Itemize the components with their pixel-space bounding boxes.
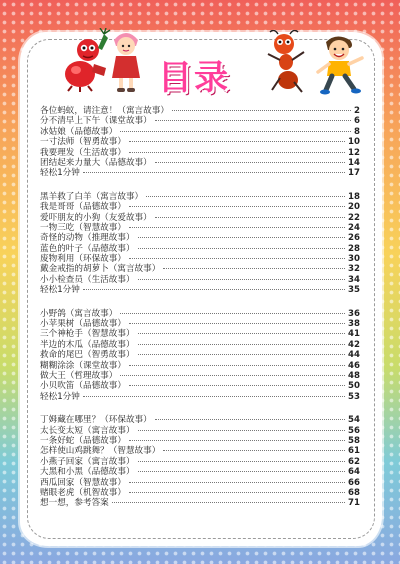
toc-entry-title: 一条好蛇（品德故事） <box>40 435 126 446</box>
toc-entry-title: 一寸法师（智勇故事） <box>40 137 126 148</box>
toc-entry-page-number: 10 <box>348 137 360 148</box>
toc-entry-page-number: 42 <box>348 339 360 350</box>
toc-entry-title: 轻松1分钟 <box>40 285 80 296</box>
dot-leader <box>138 248 345 249</box>
dot-leader <box>155 120 351 121</box>
dot-leader <box>129 258 345 259</box>
dot-leader <box>163 450 345 451</box>
toc-entry-page-number: 71 <box>348 498 360 509</box>
toc-entry[interactable] <box>40 223 360 233</box>
toc-entry[interactable] <box>40 127 360 137</box>
toc-entry-page-number: 24 <box>348 222 360 233</box>
toc-entry[interactable] <box>40 436 360 446</box>
dot-leader <box>120 375 345 376</box>
dot-leader <box>129 482 345 483</box>
toc-entry[interactable] <box>40 426 360 436</box>
toc-entry[interactable] <box>40 233 360 243</box>
toc-entry[interactable] <box>40 478 360 488</box>
dot-leader <box>129 492 345 493</box>
toc-entry-title: 太长变太短（寓言故事） <box>40 425 135 436</box>
toc-entry[interactable] <box>40 244 360 254</box>
toc-entry-page-number: 36 <box>348 308 360 319</box>
toc-entry-page-number: 20 <box>348 202 360 213</box>
toc-entry-title: 救命的尾巴（智勇故事） <box>40 350 135 361</box>
toc-entry[interactable] <box>40 467 360 477</box>
dot-leader <box>129 152 345 153</box>
toc-section <box>40 415 360 509</box>
toc-entry[interactable] <box>40 264 360 274</box>
toc-entry-page-number: 38 <box>348 319 360 330</box>
toc-entry[interactable] <box>40 392 360 402</box>
toc-entry-page-number: 46 <box>348 360 360 371</box>
toc-entry[interactable] <box>40 498 360 508</box>
toc-entry-page-number: 17 <box>348 168 360 179</box>
dot-leader <box>120 131 351 132</box>
dot-leader <box>83 396 345 397</box>
toc-entry-title: 小小检查员（生活故事） <box>40 274 135 285</box>
toc-entry-page-number: 61 <box>348 446 360 457</box>
toc-entry-page-number: 41 <box>348 329 360 340</box>
toc-entry-page-number: 14 <box>348 157 360 168</box>
toc-entry-title: 各位蚂蚁，请注意！（寓言故事） <box>40 106 169 116</box>
dot-leader <box>129 227 345 228</box>
toc-entry-title: 小野鸽（寓言故事） <box>40 308 118 319</box>
toc-entry[interactable] <box>40 350 360 360</box>
boy-character-icon <box>314 34 368 96</box>
toc-entry-title: 赌眼老虎（机智故事） <box>40 487 126 498</box>
toc-entry-title: 西瓜回家（智慧故事） <box>40 477 126 488</box>
toc-entry-title: 黑羊救了白羊（寓言故事） <box>40 191 144 202</box>
toc-entry-title: 轻松1分钟 <box>40 168 80 179</box>
ant-character-icon <box>262 30 310 96</box>
toc-entry[interactable] <box>40 340 360 350</box>
toc-entry[interactable] <box>40 158 360 168</box>
toc-entry[interactable] <box>40 137 360 147</box>
dot-leader <box>138 279 345 280</box>
toc-entry-page-number: 8 <box>354 126 360 137</box>
toc-entry[interactable] <box>40 275 360 285</box>
toc-entry-title: 蓝色的叶子（品德故事） <box>40 243 135 254</box>
toc-entry-title: 三个神枪手（智慧故事） <box>40 329 135 340</box>
toc-entry-page-number: 26 <box>348 233 360 244</box>
toc-entry-title: 做大王（哲理故事） <box>40 370 118 381</box>
girl-character-icon <box>108 30 144 94</box>
dot-leader <box>83 289 345 290</box>
dot-leader <box>138 471 345 472</box>
dot-leader <box>146 196 345 197</box>
toc-entry-title: 冰姑娘（品德故事） <box>40 126 118 137</box>
dot-leader <box>129 206 345 207</box>
toc-entry-title: 我要理发（生活故事） <box>40 147 126 158</box>
toc-entry[interactable] <box>40 213 360 223</box>
toc-entry[interactable] <box>40 148 360 158</box>
dot-leader <box>83 172 345 173</box>
toc-entry-title: 小燕子回家（寓言故事） <box>40 456 135 467</box>
dot-leader <box>129 440 345 441</box>
toc-section <box>40 309 360 403</box>
dot-leader <box>129 385 345 386</box>
toc-entry-page-number: 44 <box>348 350 360 361</box>
toc-entry-page-number: 22 <box>348 212 360 223</box>
toc-entry-page-number: 34 <box>348 274 360 285</box>
toc-entry-page-number: 28 <box>348 243 360 254</box>
page-title: 目录 <box>158 58 230 98</box>
toc-entry-title: 想一想，参考答案 <box>40 498 109 509</box>
toc-entry-page-number: 50 <box>348 381 360 392</box>
toc-entry-title: 废物利用（环保故事） <box>40 254 126 265</box>
toc-entry-title: 糊糊涂涂（课堂故事） <box>40 360 126 371</box>
toc-entry-page-number: 30 <box>348 254 360 265</box>
toc-entry[interactable] <box>40 415 360 425</box>
dot-leader <box>138 344 345 345</box>
dot-leader <box>120 313 345 314</box>
toc-entry-page-number: 66 <box>348 477 360 488</box>
toc-entry-title: 半边的木瓜（品德故事） <box>40 339 135 350</box>
dot-leader <box>155 162 345 163</box>
toc-section <box>40 192 360 296</box>
toc-entry-title: 丁姆藏在哪里？（环保故事） <box>40 415 152 426</box>
toc-entry-title: 轻松1分钟 <box>40 391 80 402</box>
toc-entry[interactable] <box>40 319 360 329</box>
toc-entry-title: 奇怪的动物（推理故事） <box>40 233 135 244</box>
toc-entry-page-number: 64 <box>348 467 360 478</box>
dot-leader <box>155 217 345 218</box>
dot-leader <box>138 461 345 462</box>
toc-entry-title: 大黑和小黑（品德故事） <box>40 467 135 478</box>
toc-entry[interactable] <box>40 381 360 391</box>
dot-leader <box>138 354 345 355</box>
toc-entry[interactable] <box>40 457 360 467</box>
toc-entry-title: 戴金戒指的胡萝卜（寓言故事） <box>40 264 161 275</box>
toc-entry[interactable] <box>40 329 360 339</box>
toc-entry-page-number: 54 <box>348 415 360 426</box>
toc-entry[interactable] <box>40 488 360 498</box>
toc-entry-page-number: 6 <box>354 116 360 127</box>
toc-entry[interactable] <box>40 106 360 116</box>
dot-leader <box>129 323 345 324</box>
toc-entry-title: 爱吓朋友的小狗（友爱故事） <box>40 212 152 223</box>
toc-entry-title: 分不清早上下午（课堂故事） <box>40 116 152 127</box>
toc-entry-page-number: 2 <box>354 106 360 116</box>
dot-leader <box>112 502 345 503</box>
dot-leader <box>172 110 351 111</box>
dot-leader <box>138 430 345 431</box>
toc-entry[interactable] <box>40 192 360 202</box>
toc-entry-page-number: 35 <box>348 285 360 296</box>
toc-entry-title: 小苹果树（品德故事） <box>40 319 126 330</box>
toc-entry-title: 我是哥哥（品德故事） <box>40 202 126 213</box>
toc-entry-title: 团结起来力量大（品德故事） <box>40 157 152 168</box>
toc-entry[interactable] <box>40 168 360 178</box>
dot-leader <box>138 237 345 238</box>
toc-entry[interactable] <box>40 309 360 319</box>
toc-entry-title: 一物三吃（智慧故事） <box>40 222 126 233</box>
toc-entry[interactable] <box>40 361 360 371</box>
dot-leader <box>129 365 345 366</box>
toc-entry-page-number: 62 <box>348 456 360 467</box>
dot-leader <box>163 268 345 269</box>
toc-entry-page-number: 58 <box>348 435 360 446</box>
toc-entry[interactable] <box>40 446 360 456</box>
toc-entry-page-number: 18 <box>348 191 360 202</box>
toc-entry-page-number: 68 <box>348 487 360 498</box>
toc-entry-page-number: 53 <box>348 391 360 402</box>
toc-entry[interactable] <box>40 116 360 126</box>
toc-entry[interactable] <box>40 254 360 264</box>
toc-entry-page-number: 32 <box>348 264 360 275</box>
dot-leader <box>155 419 345 420</box>
table-of-contents <box>40 106 360 522</box>
toc-entry-page-number: 48 <box>348 370 360 381</box>
toc-entry[interactable] <box>40 371 360 381</box>
toc-entry[interactable] <box>40 202 360 212</box>
toc-entry-page-number: 56 <box>348 425 360 436</box>
toc-entry-title: 怎样使山鸡跳舞？（智慧故事） <box>40 446 161 457</box>
toc-entry[interactable] <box>40 285 360 295</box>
toc-entry-title: 小贝吹笛（品德故事） <box>40 381 126 392</box>
dot-leader <box>138 333 345 334</box>
toc-section <box>40 106 360 179</box>
toc-entry-page-number: 12 <box>348 147 360 158</box>
dot-leader <box>129 141 345 142</box>
